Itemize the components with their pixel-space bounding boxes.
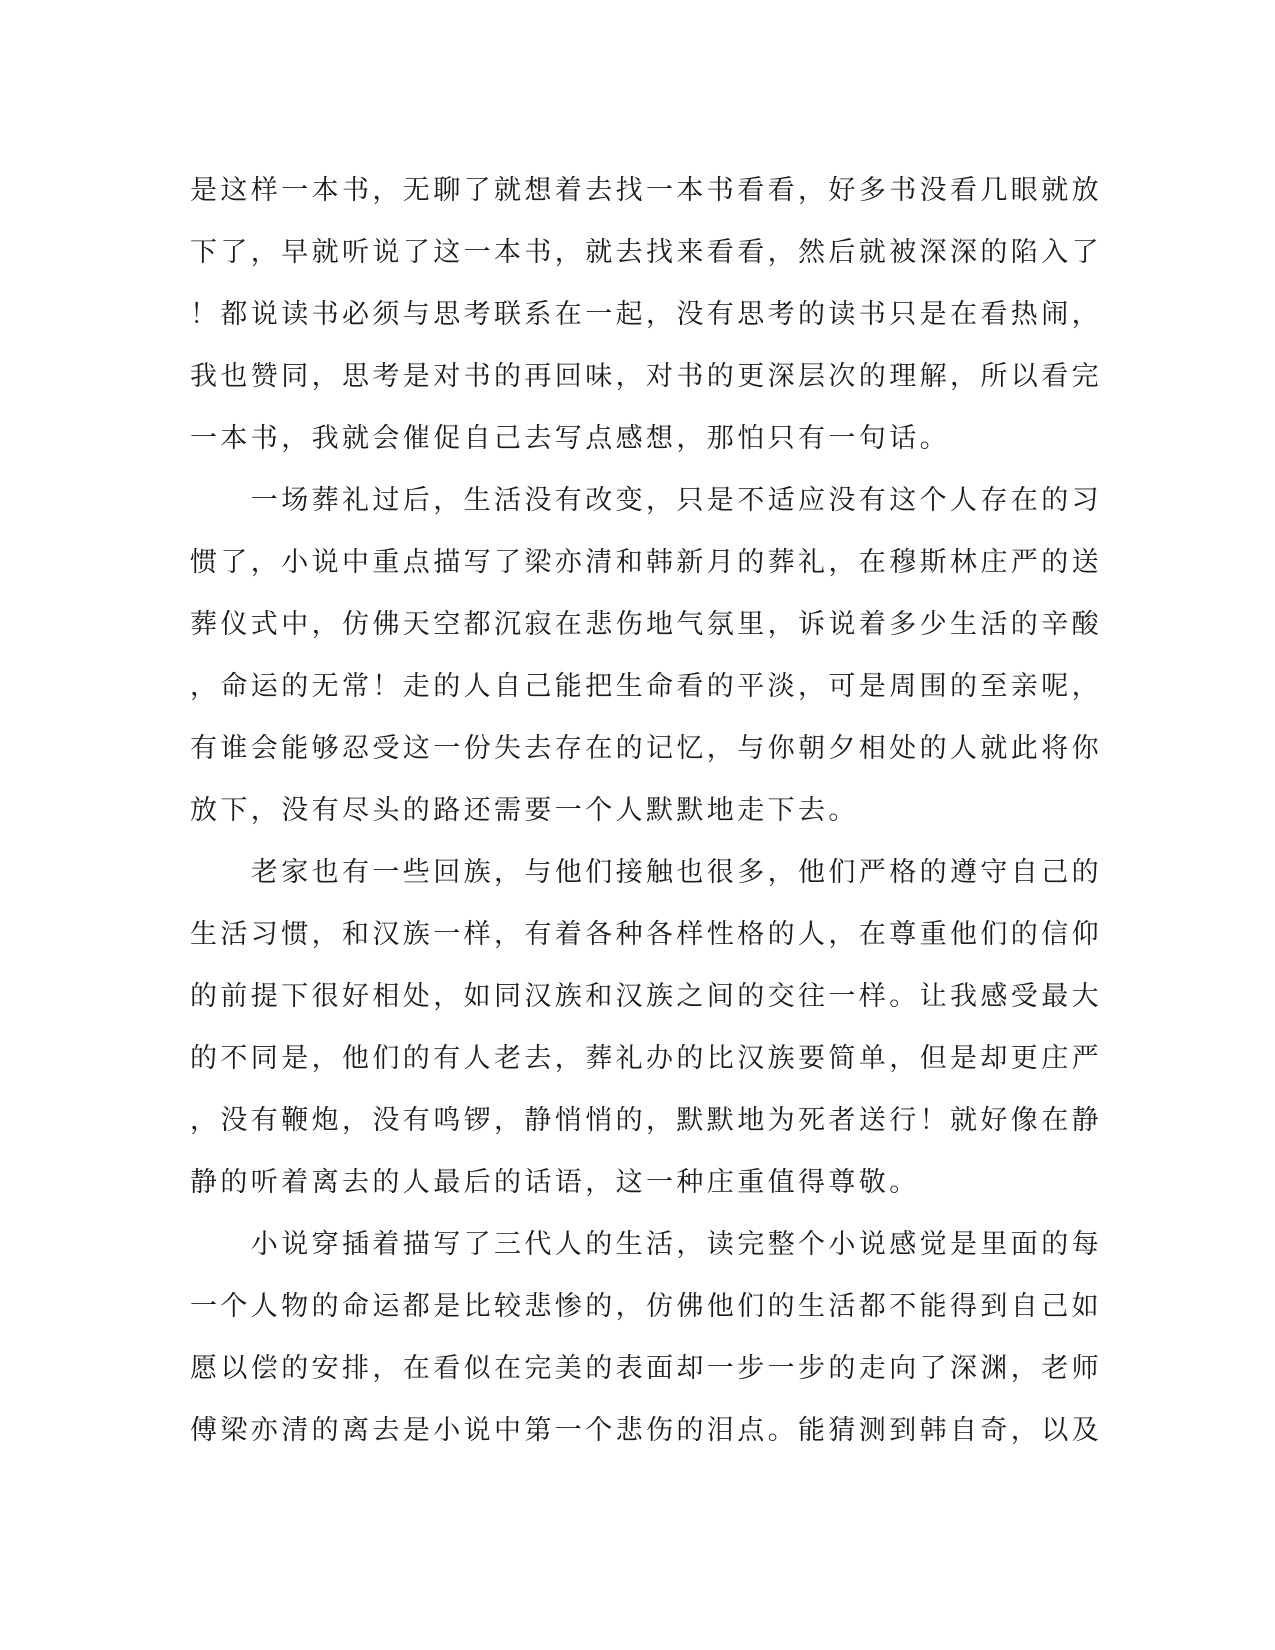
text-line: 的不同是，他们的有人老去，葬礼办的比汉族要简单，但是却更庄严	[190, 1043, 1102, 1074]
text-line: 下了，早就听说了这一本书，就去找来看看，然后就被深深的陷入了	[190, 237, 1102, 268]
text-line: 老家也有一些回族，与他们接触也很多，他们严格的遵守自己的	[190, 857, 1102, 888]
text-line: 生活习惯，和汉族一样，有着各种各样性格的人，在尊重他们的信仰	[190, 919, 1102, 950]
text-line: 惯了，小说中重点描写了梁亦清和韩新月的葬礼，在穆斯林庄严的送	[190, 547, 1102, 578]
text-line: 一本书，我就会催促自己去写点感想，那怕只有一句话。	[190, 423, 950, 454]
text-line: 一个人物的命运都是比较悲惨的，仿佛他们的生活都不能得到自己如	[190, 1291, 1102, 1322]
text-line: 一场葬礼过后，生活没有改变，只是不适应没有这个人存在的习	[190, 485, 1102, 516]
text-line: ，没有鞭炮，没有鸣锣，静悄悄的，默默地为死者送行！就好像在静	[190, 1105, 1102, 1136]
text-line: 愿以偿的安排，在看似在完美的表面却一步一步的走向了深渊，老师	[190, 1353, 1102, 1384]
text-line: 是这样一本书，无聊了就想着去找一本书看看，好多书没看几眼就放	[190, 175, 1102, 206]
text-line: ！都说读书必须与思考联系在一起，没有思考的读书只是在看热闹，	[190, 299, 1102, 330]
text-line: 小说穿插着描写了三代人的生活，读完整个小说感觉是里面的每	[190, 1229, 1102, 1260]
text-line: 有谁会能够忍受这一份失去存在的记忆，与你朝夕相处的人就此将你	[190, 733, 1102, 764]
text-line: ，命运的无常！走的人自己能把生命看的平淡，可是周围的至亲呢，	[190, 671, 1102, 702]
text-line: 我也赞同，思考是对书的再回味，对书的更深层次的理解，所以看完	[190, 361, 1102, 392]
text-line: 静的听着离去的人最后的话语，这一种庄重值得尊敬。	[190, 1167, 920, 1198]
text-line: 放下，没有尽头的路还需要一个人默默地走下去。	[190, 795, 859, 826]
body-text	[190, 160, 1102, 1462]
text-line: 傅梁亦清的离去是小说中第一个悲伤的泪点。能猜测到韩自奇，以及	[190, 1415, 1102, 1446]
text-line: 的前提下很好相处，如同汉族和汉族之间的交往一样。让我感受最大	[190, 981, 1102, 1012]
text-line: 葬仪式中，仿佛天空都沉寂在悲伤地气氛里，诉说着多少生活的辛酸	[190, 609, 1102, 640]
